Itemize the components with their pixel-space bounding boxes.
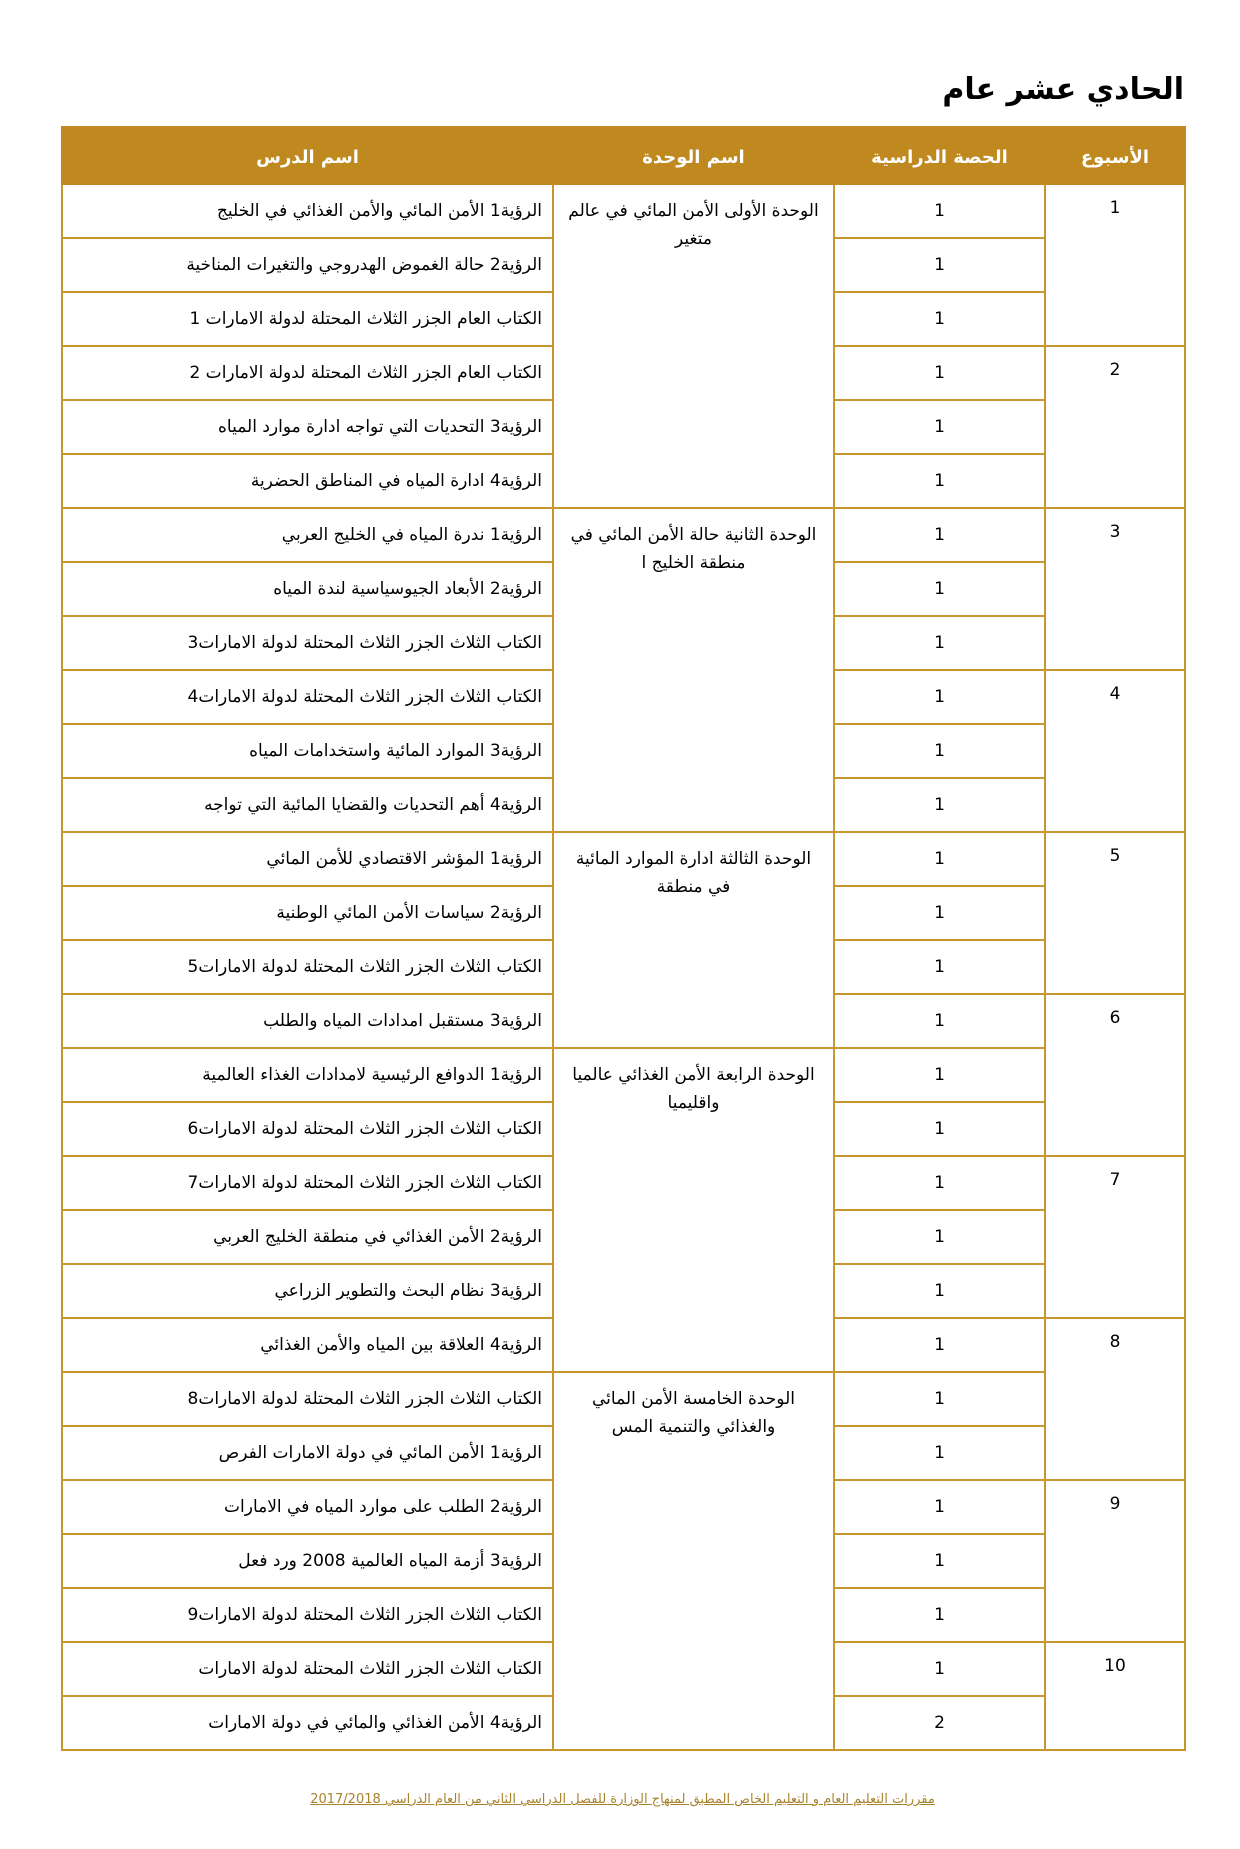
lesson-cell: الكتاب الثلاث الجزر الثلاث المحتلة لدولة الامارات8	[62, 1372, 553, 1426]
page-title: الحادي عشر عام	[942, 72, 1184, 107]
header-lesson: اسم الدرس	[62, 127, 553, 184]
session-cell: 1	[834, 1372, 1045, 1426]
session-cell: 1	[834, 778, 1045, 832]
session-cell: 1	[834, 886, 1045, 940]
week-cell: 6	[1045, 994, 1185, 1156]
session-cell: 1	[834, 724, 1045, 778]
week-cell: 7	[1045, 1156, 1185, 1318]
unit-cell: الوحدة الثانية حالة الأمن المائي في منطقة الخليج ا	[553, 508, 834, 832]
unit-cell: الوحدة الرابعة الأمن الغذائي عالميا واقليميا	[553, 1048, 834, 1372]
session-cell: 1	[834, 292, 1045, 346]
lesson-cell: الكتاب الثلاث الجزر الثلاث المحتلة لدولة الامارات4	[62, 670, 553, 724]
lesson-cell: الرؤية2 الأبعاد الجيوسياسية لندة المياه	[62, 562, 553, 616]
session-cell: 1	[834, 454, 1045, 508]
unit-cell: الوحدة الأولى الأمن المائي في عالم متغير	[553, 184, 834, 508]
unit-cell: الوحدة الخامسة الأمن المائي والغذائي والتنمية المس	[553, 1372, 834, 1750]
session-cell: 1	[834, 1318, 1045, 1372]
lesson-cell: الرؤية1 المؤشر الاقتصادي للأمن المائي	[62, 832, 553, 886]
lesson-cell: الرؤية3 التحديات التي تواجه ادارة موارد المياه	[62, 400, 553, 454]
lesson-cell: الكتاب العام الجزر الثلاث المحتلة لدولة الامارات 2	[62, 346, 553, 400]
session-cell: 1	[834, 1156, 1045, 1210]
session-cell: 1	[834, 400, 1045, 454]
week-cell: 10	[1045, 1642, 1185, 1750]
lesson-cell: الكتاب الثلاث الجزر الثلاث المحتلة لدولة الامارات7	[62, 1156, 553, 1210]
header-week: الأسبوع	[1045, 127, 1185, 184]
table-row	[62, 1048, 1185, 1102]
week-cell: 8	[1045, 1318, 1185, 1480]
table-row	[62, 1372, 1185, 1426]
week-cell: 9	[1045, 1480, 1185, 1642]
lesson-cell: الرؤية4 العلاقة بين المياه والأمن الغذائي	[62, 1318, 553, 1372]
session-cell: 1	[834, 616, 1045, 670]
unit-cell: الوحدة الثالثة ادارة الموارد المائية في منطقة	[553, 832, 834, 1048]
lesson-cell: الرؤية2 الطلب على موارد المياه في الامارات	[62, 1480, 553, 1534]
lesson-cell: الرؤية3 الموارد المائية واستخدامات المياه	[62, 724, 553, 778]
session-cell: 1	[834, 1642, 1045, 1696]
lesson-cell: الكتاب الثلاث الجزر الثلاث المحتلة لدولة الامارات3	[62, 616, 553, 670]
session-cell: 1	[834, 1102, 1045, 1156]
session-cell: 1	[834, 238, 1045, 292]
header-session: الحصة الدراسية	[834, 127, 1045, 184]
lesson-cell: الرؤية1 الدوافع الرئيسية لامدادات الغذاء العالمية	[62, 1048, 553, 1102]
lesson-cell: الرؤية3 مستقبل امدادات المياه والطلب	[62, 994, 553, 1048]
lesson-cell: الكتاب الثلاث الجزر الثلاث المحتلة لدولة الامارات9	[62, 1588, 553, 1642]
session-cell: 1	[834, 670, 1045, 724]
session-cell: 2	[834, 1696, 1045, 1750]
week-cell: 1	[1045, 184, 1185, 346]
lesson-cell: الرؤية1 ندرة المياه في الخليج العربي	[62, 508, 553, 562]
lesson-cell: الرؤية1 الأمن المائي في دولة الامارات الفرص	[62, 1426, 553, 1480]
lesson-cell: الكتاب الثلاث الجزر الثلاث المحتلة لدولة الامارات5	[62, 940, 553, 994]
week-cell: 3	[1045, 508, 1185, 670]
week-cell: 5	[1045, 832, 1185, 994]
session-cell: 1	[834, 184, 1045, 238]
table-row	[62, 508, 1185, 562]
lesson-cell: الكتاب الثلاث الجزر الثلاث المحتلة لدولة الامارات	[62, 1642, 553, 1696]
lesson-cell: الرؤية3 نظام البحث والتطوير الزراعي	[62, 1264, 553, 1318]
lesson-cell: الرؤية4 ادارة المياه في المناطق الحضرية	[62, 454, 553, 508]
footer-note: مقررات التعليم العام و التعليم الخاص المطبق لمنهاج الوزارة للفصل الدراسي الثاني من العام الدراسي 2017/2018	[310, 1792, 935, 1807]
lesson-cell: الرؤية2 حالة الغموض الهدروجي والتغيرات المناخية	[62, 238, 553, 292]
session-cell: 1	[834, 346, 1045, 400]
session-cell: 1	[834, 1534, 1045, 1588]
session-cell: 1	[834, 1426, 1045, 1480]
header-unit: اسم الوحدة	[553, 127, 834, 184]
lesson-cell: الرؤية2 الأمن الغذائي في منطقة الخليج العربي	[62, 1210, 553, 1264]
table-row	[62, 184, 1185, 238]
session-cell: 1	[834, 832, 1045, 886]
session-cell: 1	[834, 1264, 1045, 1318]
session-cell: 1	[834, 1480, 1045, 1534]
schedule-table	[61, 126, 1186, 1751]
week-cell: 2	[1045, 346, 1185, 508]
lesson-cell: الكتاب العام الجزر الثلاث المحتلة لدولة الامارات 1	[62, 292, 553, 346]
session-cell: 1	[834, 1210, 1045, 1264]
lesson-cell: الرؤية1 الأمن المائي والأمن الغذائي في الخليج	[62, 184, 553, 238]
lesson-cell: الرؤية3 أزمة المياه العالمية 2008 ورد فعل	[62, 1534, 553, 1588]
session-cell: 1	[834, 1048, 1045, 1102]
session-cell: 1	[834, 940, 1045, 994]
table-header-row	[62, 127, 1185, 184]
lesson-cell: الرؤية4 أهم التحديات والقضايا المائية التي تواجه	[62, 778, 553, 832]
lesson-cell: الرؤية4 الأمن الغذائي والمائي في دولة الامارات	[62, 1696, 553, 1750]
week-cell: 4	[1045, 670, 1185, 832]
session-cell: 1	[834, 508, 1045, 562]
table-row	[62, 832, 1185, 886]
session-cell: 1	[834, 1588, 1045, 1642]
lesson-cell: الرؤية2 سياسات الأمن المائي الوطنية	[62, 886, 553, 940]
session-cell: 1	[834, 994, 1045, 1048]
lesson-cell: الكتاب الثلاث الجزر الثلاث المحتلة لدولة الامارات6	[62, 1102, 553, 1156]
session-cell: 1	[834, 562, 1045, 616]
